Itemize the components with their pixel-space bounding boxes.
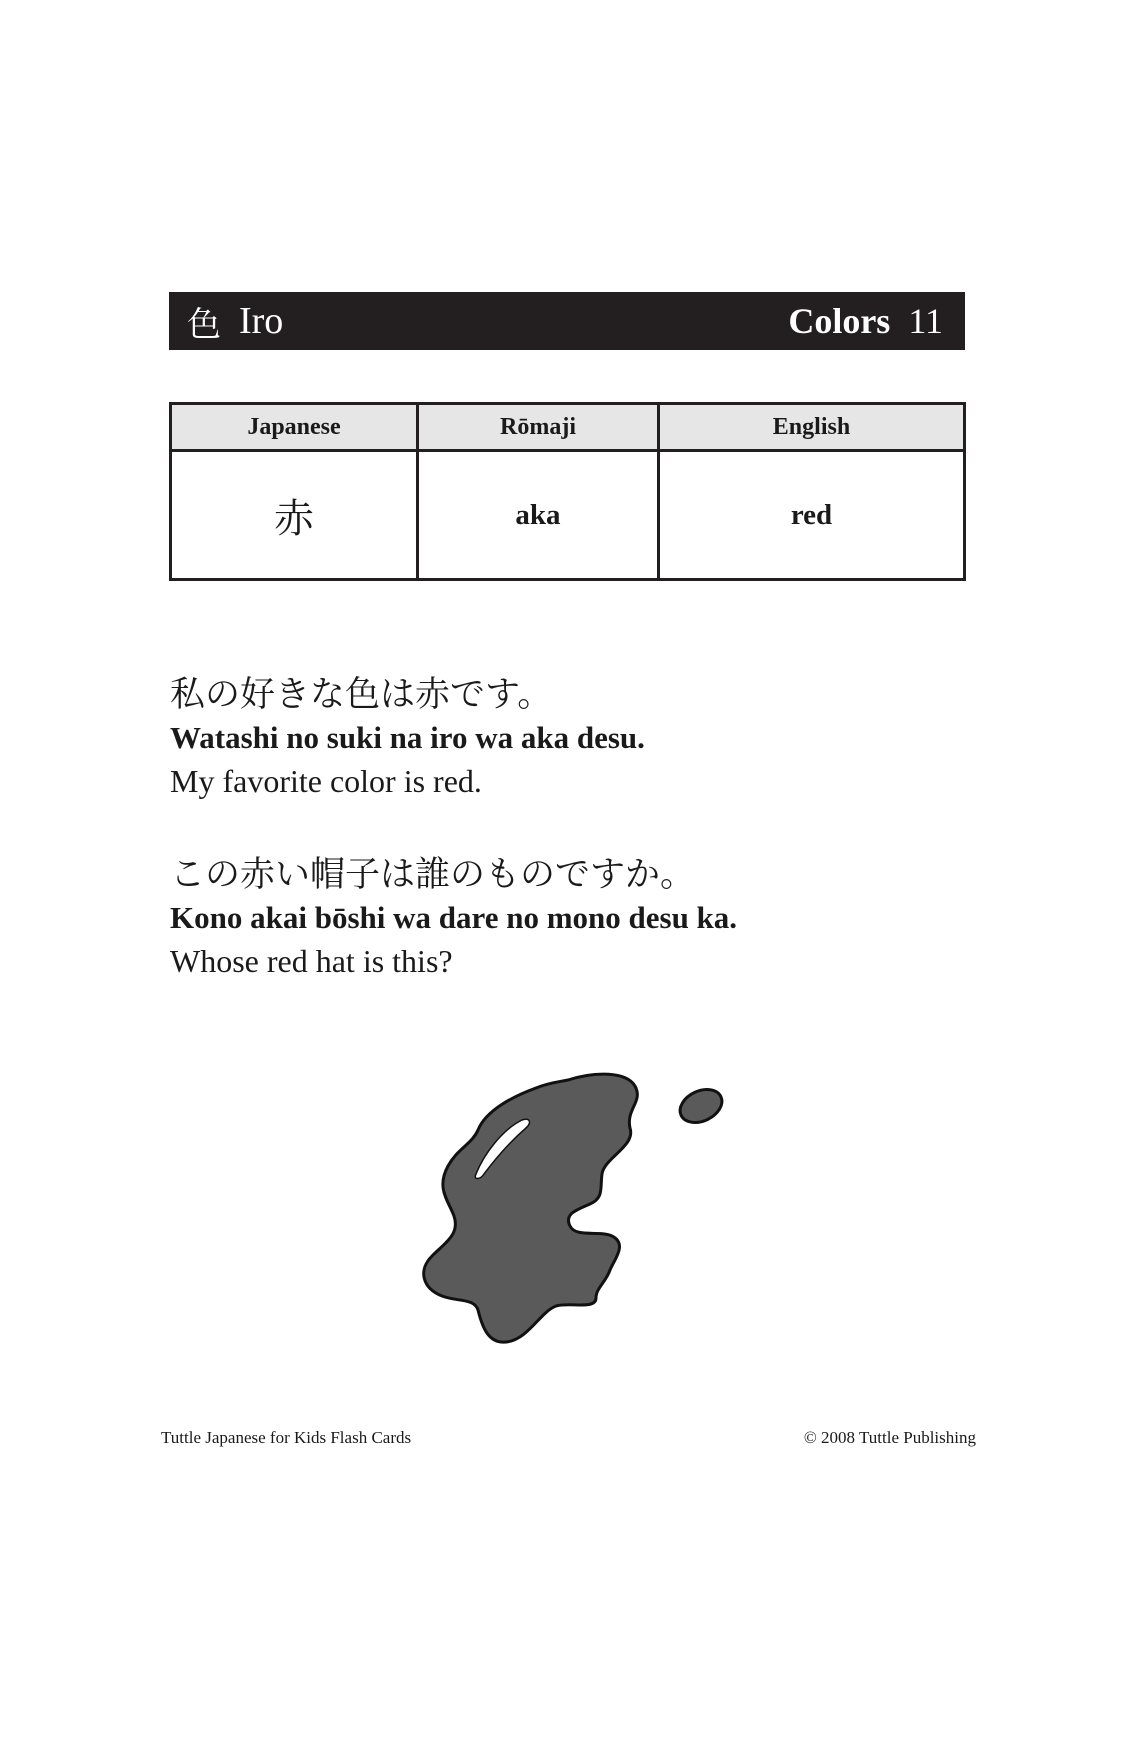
example-sentence-1 bbox=[170, 673, 645, 803]
table-row bbox=[171, 451, 965, 580]
sentence-english: Whose red hat is this? bbox=[170, 943, 453, 979]
sentence-romaji: Kono akai bōshi wa dare no mono desu ka. bbox=[170, 900, 738, 935]
header-english: Colors bbox=[788, 301, 891, 341]
sentence-japanese: この赤い帽子は誰のものですか。 bbox=[170, 855, 696, 895]
header-left bbox=[187, 297, 283, 346]
sentence-japanese: 私の好きな色は赤です。 bbox=[170, 675, 553, 715]
col-header-japanese: Japanese bbox=[171, 404, 418, 451]
cell-english: red bbox=[659, 451, 965, 580]
col-header-english: English bbox=[659, 404, 965, 451]
splat-droplet bbox=[675, 1083, 728, 1129]
footer-copyright: © 2008 Tuttle Publishing bbox=[803, 1428, 976, 1447]
sentence-english: My favorite color is red. bbox=[170, 763, 482, 799]
header-kanji: 色 bbox=[187, 304, 221, 345]
col-header-romaji: Rōmaji bbox=[418, 404, 659, 451]
cell-japanese: 赤 bbox=[171, 451, 418, 580]
header-right bbox=[788, 300, 943, 342]
card-number: 11 bbox=[908, 301, 943, 341]
splat-main-blob bbox=[424, 1074, 638, 1342]
footer-title: Tuttle Japanese for Kids Flash Cards bbox=[161, 1428, 412, 1447]
example-sentence-2 bbox=[170, 853, 737, 983]
paint-splat-icon bbox=[418, 1070, 728, 1370]
card-header bbox=[169, 292, 965, 350]
table-header-row bbox=[171, 404, 965, 451]
sentence-romaji: Watashi no suki na iro wa aka desu. bbox=[170, 720, 645, 755]
header-romaji: Iro bbox=[239, 300, 284, 342]
cell-romaji: aka bbox=[418, 451, 659, 580]
vocab-table bbox=[169, 402, 966, 581]
